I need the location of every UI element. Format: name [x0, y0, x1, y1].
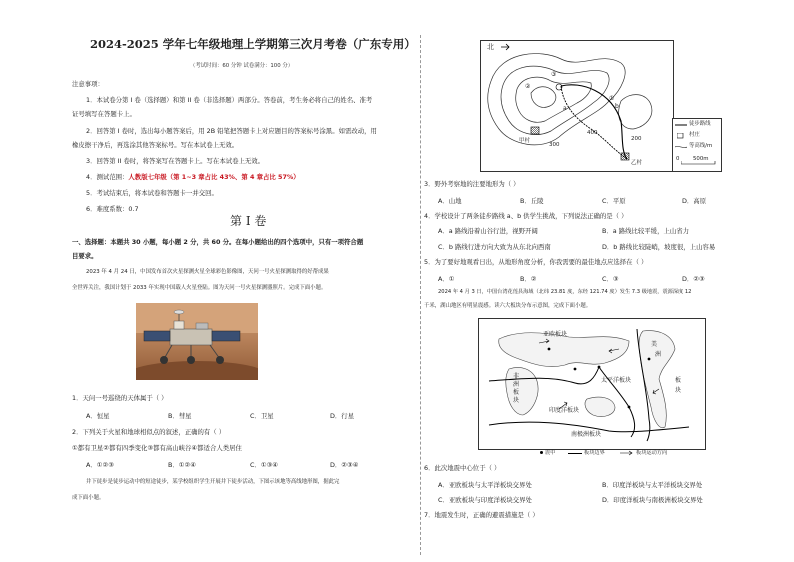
q6-option-c[interactable]: C．亚欧板块与印度洋板块交界处	[438, 496, 532, 504]
q5-stem: 5．为了要好地观看日出，从地形角度分析，你我需要的最佳地点应选择在（ ）	[424, 258, 648, 266]
legend-village: 村庄	[689, 132, 700, 138]
q6-stem: 6．此次地震中心位于（ ）	[424, 464, 501, 472]
exam-title: 2024-2025 学年七年级地理上学期第三次月考卷（广东专用）	[90, 37, 416, 51]
instructions-line-1: 一、选择题：本题共 30 小题，每小题 2 分，共 60 分。在每小题给出的四个选项中，只有一项符合题	[72, 238, 364, 246]
legend-boundary: 板块边界	[584, 450, 605, 456]
label-america-2: 洲	[655, 351, 662, 358]
section-heading: 第 I 卷	[230, 214, 267, 228]
north-arrow-icon	[501, 43, 511, 51]
q2-option-d[interactable]: D．②③④	[330, 461, 359, 469]
q2-option-a[interactable]: A．①②③	[86, 461, 114, 469]
note-4	[86, 173, 300, 181]
legend-scale: 500m	[693, 156, 709, 162]
contour-map-svg	[481, 41, 673, 171]
q1-option-b[interactable]: B．彗星	[168, 412, 192, 420]
label-america-1: 美	[651, 341, 658, 348]
legend-scale-zero: 0	[676, 156, 680, 162]
label-america-3: 板	[675, 377, 682, 384]
label-america-4: 块	[675, 387, 682, 394]
q3-option-d[interactable]: D．高原	[682, 197, 707, 205]
note-4-scope: 人教版七年级（第 1~3 章占比 43%、第 4 章占比 57%）	[128, 173, 300, 181]
note-6: 6．难度系数：0.7	[86, 205, 139, 213]
q1-stem: 1．天问一号巡绕的天体属于（ ）	[72, 394, 168, 402]
note-2b: 橡皮擦干净后，再选涂其他答案标号。写在本试卷上无效。	[72, 141, 239, 149]
mars-rover-photo	[136, 303, 258, 380]
q7-stem: 7．地震发生时，正确的避震措施是（ ）	[424, 511, 539, 519]
passage-3a: 2024 年 4 月 3 日，中国台湾花莲县海域（北纬 23.81 度，东经 121.74 度）发生 7.3 级地震，震源深度 12	[438, 289, 692, 295]
boundary-line-icon	[568, 453, 582, 454]
note-4-prefix: 4．测试范围：	[86, 173, 129, 181]
q1-option-c[interactable]: C．卫星	[250, 412, 274, 420]
note-5: 5．考试结束后，将本试卷和答题卡一并交回。	[86, 189, 218, 197]
q4-option-d[interactable]: D．b 路线比较陡峭，坡度很，上山容易	[602, 243, 716, 251]
q2-items: ①都有卫星②都有四季变化③都有高山峡谷④都适合人类居住	[72, 444, 242, 452]
rover-illustration	[136, 303, 258, 380]
q5-option-b[interactable]: B．②	[520, 275, 537, 283]
q4-option-b[interactable]: B．a 路线比较平缓，上山省力	[602, 227, 690, 235]
plate-map-legend	[540, 450, 704, 458]
q3-option-c[interactable]: C．平原	[602, 197, 626, 205]
route-legend-icon	[675, 123, 687, 127]
note-2a: 2．回答第 I 卷时，选出每小题答案后，用 2B 铅笔把答题卡上对应题目的答案标号涂黑。如需改动，用	[86, 127, 377, 135]
q4-option-a[interactable]: A．a 路线沿着山谷行进，视野开阔	[438, 227, 538, 235]
q1-option-a[interactable]: A．恒星	[86, 412, 110, 420]
quake-dot-icon	[540, 451, 543, 454]
q5-option-a[interactable]: A．①	[438, 275, 455, 283]
notes-heading: 注意事项：	[72, 80, 104, 88]
label-africa-1: 非	[513, 373, 520, 380]
q2-stem: 2．下列关于火星和地球相似点的叙述，正确的有（ ）	[72, 428, 226, 436]
q4-stem: 4．学校设计了两条徒步路线 a、b 供学生挑战，下列说法正确的是（ ）	[424, 212, 628, 220]
contour-legend-icon	[675, 145, 687, 149]
legend-route: 徒步路线	[689, 121, 711, 127]
map-label-c1: ①	[609, 95, 615, 102]
passage-3b: 千米，湖山地区有明显震感。读六大板块分布示意图，完成下面小题。	[424, 303, 592, 309]
q1-option-d[interactable]: D．行星	[330, 412, 355, 420]
passage-1a: 2023 年 4 月 24 日，中国发布首次火星探测火星全球彩色影像图，天问一号火星探测取得的好帮成果	[86, 269, 329, 275]
plate-map	[478, 318, 706, 450]
label-africa-2: 洲	[513, 381, 520, 388]
route-b-label: b	[615, 103, 619, 110]
map-label-c2: ②	[525, 83, 531, 90]
village-jia-label: 甲村	[519, 138, 531, 144]
legend-motion: 板块运动方向	[636, 450, 668, 456]
note-1b: 证号填写在答题卡上。	[72, 110, 136, 118]
contour-map	[480, 40, 674, 172]
passage-1b: 全世界关注，我国计划于 2033 年实现中国载人火星登陆。图为天问一号火星探测器照片。完成下面小题。	[72, 285, 327, 291]
label-africa-4: 块	[513, 397, 520, 404]
route-a-label: a	[563, 105, 567, 112]
q6-option-a[interactable]: A．亚欧板块与太平洋板块交界处	[438, 481, 532, 489]
q3-option-a[interactable]: A．山地	[438, 197, 462, 205]
q2-option-b[interactable]: B．①②④	[168, 461, 196, 469]
q4-option-c[interactable]: C．b 路线行进方向大致为从东北向西南	[438, 243, 551, 251]
note-3: 3．回答第 II 卷时，将答案写在答题卡上。写在本试卷上无效。	[86, 157, 265, 165]
exam-subtitle: （考试时间：60 分钟 试卷满分：100 分）	[190, 63, 294, 69]
legend-contour: 等高线/m	[689, 143, 713, 149]
column-divider	[420, 35, 421, 555]
label-africa-3: 板	[513, 389, 520, 396]
contour-200-label: 200	[631, 136, 642, 142]
q5-option-c[interactable]: C．③	[602, 275, 619, 283]
q6-option-d[interactable]: D．印度洋板块与南极洲板块交界处	[602, 496, 703, 504]
village-yi-label: 乙村	[631, 160, 643, 166]
label-pacific-plate: 太平洋板块	[601, 377, 632, 384]
passage-2a: 井下徒步是徒步运动中的短途徒步，某学校组织学生开展井下徒步活动，下图示该地等高线地形图，据此完	[86, 479, 340, 485]
note-1a: 1．本试卷分第 I 卷（选择题）和第 II 卷（非选择题）两部分。答卷前，考生务必将自己的姓名、准考	[86, 96, 373, 104]
label-indian-plate: 印度洋板块	[549, 407, 580, 414]
motion-arrow-icon	[620, 450, 634, 456]
q6-option-b[interactable]: B．印度洋板块与太平洋板块交界处	[602, 481, 703, 489]
passage-2b: 成下面小题。	[72, 495, 105, 501]
q3-option-b[interactable]: B．丘陵	[520, 197, 544, 205]
label-antarctic-plate: 南极洲板块	[571, 431, 602, 438]
contour-legend	[672, 118, 722, 172]
contour-300-label: 300	[549, 142, 560, 148]
q3-stem: 3．野外考察地的注要地形为（ ）	[424, 180, 520, 188]
label-eurasian-plate: 亚欧板块	[543, 331, 568, 338]
map-label-c3: ③	[551, 71, 557, 78]
q5-option-d[interactable]: D．②③	[682, 275, 705, 283]
contour-400-label: 400	[587, 130, 598, 136]
instructions-line-2: 目要求。	[72, 252, 98, 260]
village-legend-icon	[677, 133, 684, 139]
q2-option-c[interactable]: C．①③④	[250, 461, 279, 469]
north-label: 北	[487, 43, 494, 51]
legend-quake: 震中	[545, 450, 556, 456]
